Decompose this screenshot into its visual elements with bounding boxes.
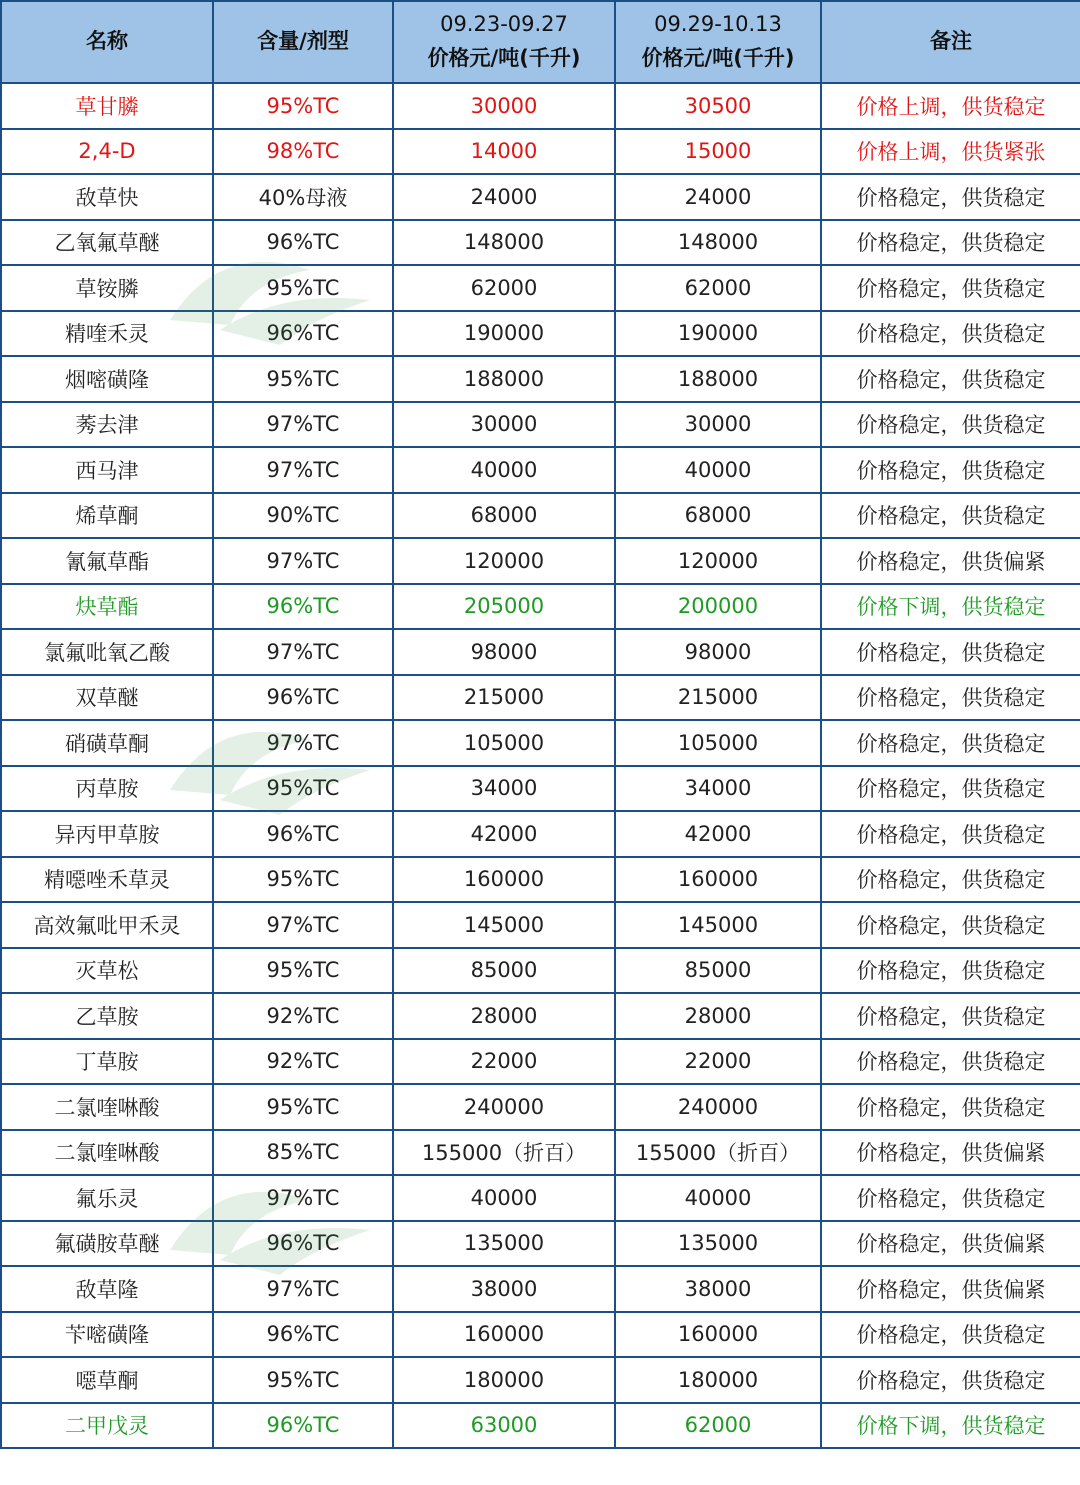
cell-content: 97%TC [213,629,393,675]
cell-price-period2: 120000 [615,538,821,584]
table-row [1,675,1080,721]
cell-name: 氯氟吡氧乙酸 [1,629,213,675]
cell-name: 丙草胺 [1,766,213,812]
cell-price-period2: 160000 [615,1312,821,1358]
cell-name: 草铵膦 [1,265,213,311]
cell-name: 噁草酮 [1,1357,213,1403]
cell-remark: 价格稳定，供货偏紧 [821,538,1080,584]
cell-remark: 价格稳定，供货稳定 [821,311,1080,357]
table-row [1,220,1080,266]
table-row [1,584,1080,630]
cell-remark: 价格上调，供货稳定 [821,83,1080,129]
cell-price-period2: 85000 [615,948,821,994]
cell-name: 双草醚 [1,675,213,721]
cell-price-period1: 63000 [393,1403,615,1449]
cell-content: 96%TC [213,1221,393,1267]
header-name: 名称 [1,1,213,83]
cell-content: 97%TC [213,1175,393,1221]
cell-name: 西马津 [1,447,213,493]
cell-price-period2: 240000 [615,1084,821,1130]
cell-remark: 价格稳定，供货稳定 [821,811,1080,857]
cell-content: 96%TC [213,311,393,357]
table-row [1,720,1080,766]
cell-price-period1: 155000（折百） [393,1130,615,1176]
cell-remark: 价格稳定，供货稳定 [821,902,1080,948]
cell-remark: 价格稳定，供货稳定 [821,356,1080,402]
cell-name: 精噁唑禾草灵 [1,857,213,903]
cell-remark: 价格下调，供货稳定 [821,584,1080,630]
table-row [1,356,1080,402]
cell-price-period1: 34000 [393,766,615,812]
cell-content: 85%TC [213,1130,393,1176]
cell-remark: 价格稳定，供货稳定 [821,720,1080,766]
cell-name: 乙草胺 [1,993,213,1039]
cell-remark: 价格稳定，供货偏紧 [821,1266,1080,1312]
cell-price-period2: 68000 [615,493,821,539]
cell-content: 95%TC [213,1357,393,1403]
cell-price-period2: 200000 [615,584,821,630]
cell-price-period1: 135000 [393,1221,615,1267]
cell-remark: 价格稳定，供货稳定 [821,857,1080,903]
cell-name: 敌草隆 [1,1266,213,1312]
cell-name: 高效氟吡甲禾灵 [1,902,213,948]
header-remark: 备注 [821,1,1080,83]
cell-remark: 价格下调，供货稳定 [821,1403,1080,1449]
cell-name: 草甘膦 [1,83,213,129]
table-row [1,265,1080,311]
cell-remark: 价格稳定，供货稳定 [821,948,1080,994]
cell-price-period2: 105000 [615,720,821,766]
cell-price-period1: 30000 [393,402,615,448]
cell-price-period2: 42000 [615,811,821,857]
cell-price-period1: 180000 [393,1357,615,1403]
table-row [1,1403,1080,1449]
cell-content: 95%TC [213,766,393,812]
cell-name: 氟乐灵 [1,1175,213,1221]
cell-name: 2,4-D [1,129,213,175]
cell-content: 96%TC [213,675,393,721]
cell-content: 97%TC [213,902,393,948]
cell-price-period2: 62000 [615,1403,821,1449]
cell-remark: 价格稳定，供货稳定 [821,629,1080,675]
cell-price-period1: 28000 [393,993,615,1039]
header-period1-unit: 价格元/吨(千升) [427,46,581,70]
cell-content: 97%TC [213,447,393,493]
cell-content: 96%TC [213,1312,393,1358]
cell-price-period1: 120000 [393,538,615,584]
cell-content: 97%TC [213,720,393,766]
cell-price-period2: 15000 [615,129,821,175]
table-row [1,1175,1080,1221]
cell-remark: 价格稳定，供货稳定 [821,1357,1080,1403]
cell-content: 95%TC [213,857,393,903]
cell-remark: 价格稳定，供货稳定 [821,265,1080,311]
cell-price-period2: 180000 [615,1357,821,1403]
table-row [1,402,1080,448]
cell-name: 硝磺草酮 [1,720,213,766]
cell-price-period1: 98000 [393,629,615,675]
cell-price-period2: 135000 [615,1221,821,1267]
cell-price-period2: 160000 [615,857,821,903]
table-body [1,83,1080,1448]
table-row [1,629,1080,675]
table-row [1,766,1080,812]
cell-price-period1: 160000 [393,1312,615,1358]
cell-content: 95%TC [213,948,393,994]
cell-name: 灭草松 [1,948,213,994]
table-row [1,948,1080,994]
cell-content: 92%TC [213,993,393,1039]
cell-price-period1: 40000 [393,447,615,493]
cell-name: 异丙甲草胺 [1,811,213,857]
cell-name: 二氯喹啉酸 [1,1130,213,1176]
cell-content: 92%TC [213,1039,393,1085]
cell-name: 氰氟草酯 [1,538,213,584]
cell-price-period1: 160000 [393,857,615,903]
cell-content: 97%TC [213,1266,393,1312]
cell-remark: 价格稳定，供货稳定 [821,1039,1080,1085]
cell-remark: 价格稳定，供货稳定 [821,493,1080,539]
cell-name: 精喹禾灵 [1,311,213,357]
cell-price-period2: 24000 [615,174,821,220]
cell-content: 40%母液 [213,174,393,220]
cell-price-period2: 30500 [615,83,821,129]
cell-name: 乙氧氟草醚 [1,220,213,266]
cell-content: 98%TC [213,129,393,175]
table-row [1,129,1080,175]
cell-price-period1: 42000 [393,811,615,857]
cell-remark: 价格稳定，供货偏紧 [821,1221,1080,1267]
table-row [1,1266,1080,1312]
cell-price-period2: 22000 [615,1039,821,1085]
cell-price-period1: 85000 [393,948,615,994]
cell-name: 二氯喹啉酸 [1,1084,213,1130]
cell-content: 95%TC [213,356,393,402]
table-row [1,174,1080,220]
cell-content: 95%TC [213,1084,393,1130]
table-row [1,1312,1080,1358]
table-row [1,83,1080,129]
cell-name: 二甲戊灵 [1,1403,213,1449]
cell-price-period2: 34000 [615,766,821,812]
header-row [1,1,1080,83]
cell-content: 96%TC [213,811,393,857]
cell-price-period2: 215000 [615,675,821,721]
table-row [1,311,1080,357]
table-row [1,811,1080,857]
cell-content: 95%TC [213,265,393,311]
cell-price-period1: 145000 [393,902,615,948]
cell-remark: 价格稳定，供货稳定 [821,402,1080,448]
table-row [1,1084,1080,1130]
cell-price-period1: 62000 [393,265,615,311]
cell-remark: 价格上调，供货紧张 [821,129,1080,175]
cell-remark: 价格稳定，供货稳定 [821,1312,1080,1358]
cell-remark: 价格稳定，供货稳定 [821,766,1080,812]
cell-price-period1: 30000 [393,83,615,129]
header-period2-unit: 价格元/吨(千升) [641,46,795,70]
table-row [1,1357,1080,1403]
cell-remark: 价格稳定，供货稳定 [821,220,1080,266]
cell-price-period1: 38000 [393,1266,615,1312]
cell-price-period1: 240000 [393,1084,615,1130]
cell-price-period2: 190000 [615,311,821,357]
cell-name: 敌草快 [1,174,213,220]
cell-content: 97%TC [213,402,393,448]
cell-remark: 价格稳定，供货稳定 [821,993,1080,1039]
cell-price-period1: 68000 [393,493,615,539]
cell-name: 丁草胺 [1,1039,213,1085]
cell-price-period2: 145000 [615,902,821,948]
cell-remark: 价格稳定，供货稳定 [821,1175,1080,1221]
cell-price-period1: 14000 [393,129,615,175]
cell-name: 烟嘧磺隆 [1,356,213,402]
table-row [1,902,1080,948]
cell-price-period1: 205000 [393,584,615,630]
cell-price-period2: 38000 [615,1266,821,1312]
cell-name: 炔草酯 [1,584,213,630]
cell-price-period2: 40000 [615,1175,821,1221]
cell-price-period2: 30000 [615,402,821,448]
cell-remark: 价格稳定，供货稳定 [821,675,1080,721]
cell-price-period1: 148000 [393,220,615,266]
cell-price-period2: 148000 [615,220,821,266]
cell-price-period1: 24000 [393,174,615,220]
cell-price-period2: 62000 [615,265,821,311]
table-row [1,993,1080,1039]
cell-name: 氟磺胺草醚 [1,1221,213,1267]
cell-name: 苄嘧磺隆 [1,1312,213,1358]
cell-content: 90%TC [213,493,393,539]
cell-price-period1: 40000 [393,1175,615,1221]
cell-price-period1: 105000 [393,720,615,766]
cell-remark: 价格稳定，供货稳定 [821,1084,1080,1130]
cell-price-period2: 40000 [615,447,821,493]
cell-price-period1: 22000 [393,1039,615,1085]
cell-price-period1: 188000 [393,356,615,402]
cell-price-period2: 28000 [615,993,821,1039]
header-period2 [615,1,821,83]
cell-remark: 价格稳定，供货稳定 [821,447,1080,493]
cell-content: 96%TC [213,220,393,266]
cell-content: 97%TC [213,538,393,584]
cell-price-period2: 155000（折百） [615,1130,821,1176]
table-row [1,538,1080,584]
cell-content: 95%TC [213,83,393,129]
cell-content: 96%TC [213,1403,393,1449]
cell-price-period2: 98000 [615,629,821,675]
table-row [1,493,1080,539]
cell-remark: 价格稳定，供货稳定 [821,174,1080,220]
header-period1 [393,1,615,83]
header-period2-dates: 09.29-10.13 [654,12,782,37]
cell-name: 莠去津 [1,402,213,448]
table-row [1,1130,1080,1176]
cell-name: 烯草酮 [1,493,213,539]
cell-price-period1: 215000 [393,675,615,721]
table-row [1,1039,1080,1085]
header-content: 含量/剂型 [213,1,393,83]
table-row [1,447,1080,493]
cell-price-period2: 188000 [615,356,821,402]
cell-remark: 价格稳定，供货偏紧 [821,1130,1080,1176]
table-row [1,1221,1080,1267]
header-period1-dates: 09.23-09.27 [440,12,568,37]
cell-content: 96%TC [213,584,393,630]
table-row [1,857,1080,903]
cell-price-period1: 190000 [393,311,615,357]
